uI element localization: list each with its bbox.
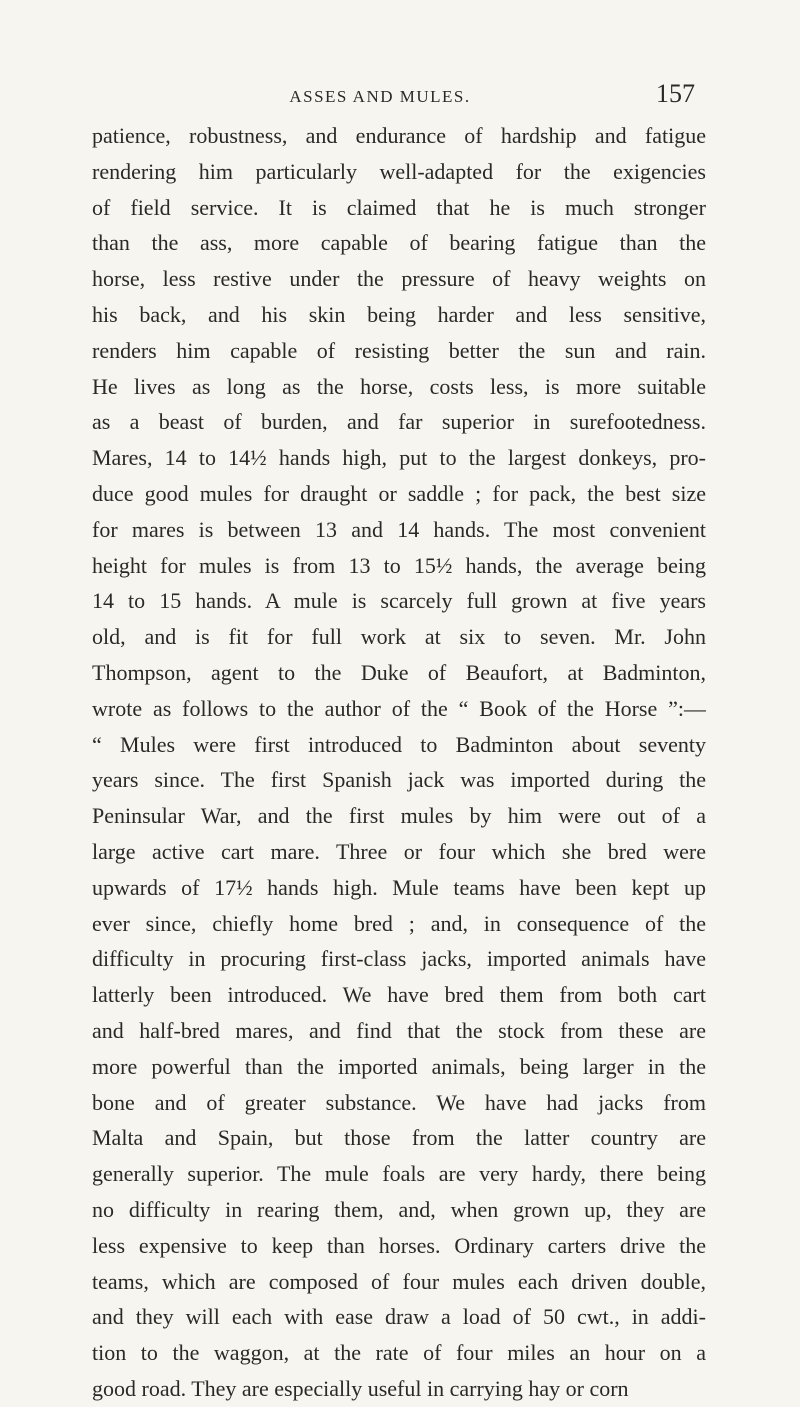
page-number: 157	[656, 79, 695, 108]
text-line-31: no difficulty in rearing them, and, when grown up, they are	[92, 1196, 706, 1222]
text-line-35: tion to the waggon, at the rate of four miles an hour on a	[92, 1340, 706, 1366]
running-title: ASSES AND MULES.	[289, 87, 471, 106]
text-line-27: more powerful than the imported animals, being larger in the	[92, 1053, 706, 1079]
text-line-5: horse, less restive under the pressure of heavy weights on	[92, 266, 706, 292]
text-line-6: his back, and his skin being harder and less sensitive,	[92, 301, 706, 327]
text-line-15: old, and is fit for full work at six to seven. Mr. John	[92, 624, 706, 650]
text-line-22: upwards of 17½ hands high. Mule teams have been kept up	[92, 874, 706, 900]
text-line-14: 14 to 15 hands. A mule is scarcely full grown at five years	[92, 588, 706, 614]
text-line-34: and they will each with ease draw a load of 50 cwt., in addi-	[92, 1304, 706, 1330]
text-line-2: rendering him particularly well-adapted for the exigencies	[92, 158, 706, 184]
text-line-24: difficulty in procuring first-class jacks, imported animals have	[92, 946, 706, 972]
running-header	[0, 79, 800, 112]
text-line-10: Mares, 14 to 14½ hands high, put to the largest donkeys, pro-	[92, 445, 706, 471]
text-line-21: large active cart mare. Three or four which she bred were	[92, 838, 706, 864]
text-line-23: ever since, chiefly home bred ; and, in consequence of the	[92, 910, 706, 936]
text-line-13: height for mules is from 13 to 15½ hands, the average being	[92, 552, 706, 578]
text-line-11: duce good mules for draught or saddle ; for pack, the best size	[92, 480, 706, 506]
text-line-19: years since. The first Spanish jack was imported during the	[92, 767, 706, 793]
text-line-8: He lives as long as the horse, costs less, is more suitable	[92, 373, 706, 399]
text-line-25: latterly been introduced. We have bred them from both cart	[92, 982, 706, 1008]
text-line-32: less expensive to keep than horses. Ordinary carters drive the	[92, 1232, 706, 1258]
text-line-16: Thompson, agent to the Duke of Beaufort, at Badminton,	[92, 659, 706, 685]
text-line-33: teams, which are composed of four mules each driven double,	[92, 1268, 706, 1294]
body-text	[92, 118, 706, 1407]
text-line-12: for mares is between 13 and 14 hands. The most convenient	[92, 516, 706, 542]
text-line-1: patience, robustness, and endurance of hardship and fatigue	[92, 123, 706, 148]
text-line-28: bone and of greater substance. We have had jacks from	[92, 1089, 706, 1115]
text-line-30: generally superior. The mule foals are very hardy, there being	[92, 1161, 706, 1187]
text-line-29: Malta and Spain, but those from the latter country are	[92, 1125, 706, 1151]
text-line-3: of field service. It is claimed that he is much stronger	[92, 194, 706, 220]
text-line-4: than the ass, more capable of bearing fatigue than the	[92, 230, 706, 256]
text-line-7: renders him capable of resisting better the sun and rain.	[92, 337, 706, 363]
text-line-9: as a beast of burden, and far superior in surefootedness.	[92, 409, 706, 435]
text-line-18: “ Mules were first introduced to Badminton about seventy	[92, 731, 706, 757]
text-line-17: wrote as follows to the author of the “ Book of the Horse ”:—	[92, 695, 706, 721]
text-line-26: and half-bred mares, and find that the stock from these are	[92, 1017, 706, 1043]
text-line-20: Peninsular War, and the first mules by him were out of a	[92, 803, 706, 829]
text-line-36: good road. They are especially useful in carrying hay or corn	[92, 1375, 629, 1401]
